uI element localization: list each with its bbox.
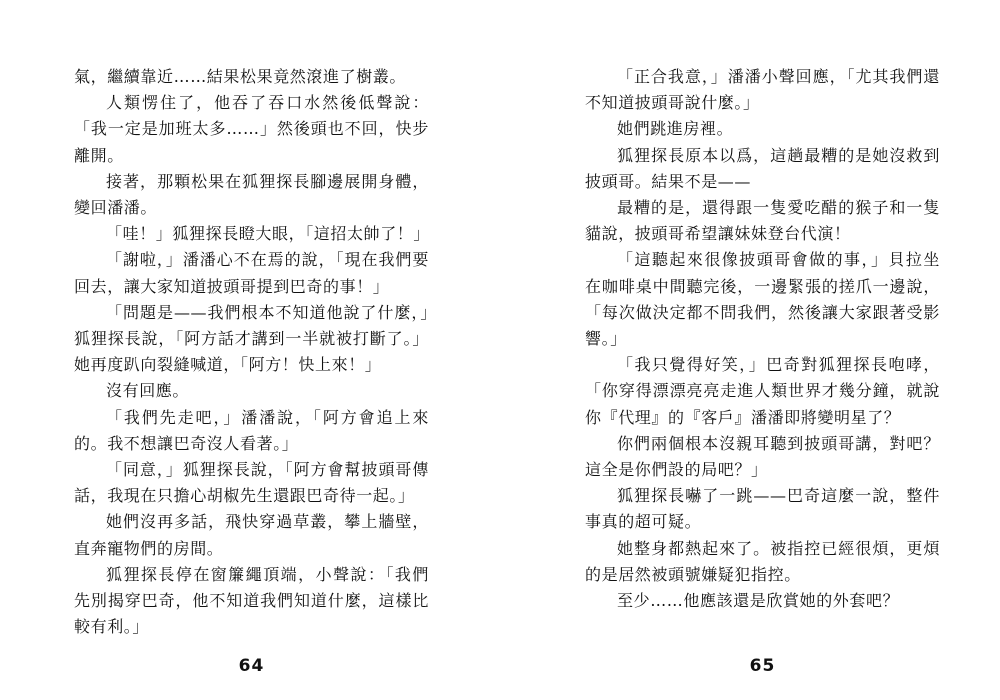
paragraph: 「我們先走吧，」潘潘說，「阿方會追上來的。我不想讓巴奇沒人看著。」: [74, 407, 429, 453]
paragraph: 她們跳進房裡。: [617, 119, 734, 139]
paragraph: 「正合我意，」潘潘小聲回應，「尤其我們還不知道披頭哥說什麼。」: [585, 67, 940, 113]
paragraph: 接著，那顆松果在狐狸探長腳邊展開身體，變回潘潘。: [74, 171, 429, 218]
paragraph: 氣，繼續靠近……結果松果竟然滾進了樹叢。: [74, 67, 407, 86]
paragraph: 沒有回應。: [106, 381, 190, 401]
paragraph: 至少……他應該還是欣賞她的外套吧？: [617, 591, 900, 611]
left-page: [74, 64, 429, 684]
paragraph: 「哇！」狐狸探長瞪大眼，「這招太帥了！」: [106, 224, 431, 244]
right-page-text: [585, 64, 940, 614]
paragraph: 狐狸探長原本以爲，這趟最糟的是她沒救到披頭哥。結果不是——: [585, 145, 940, 191]
paragraph: 最糟的是，還得跟一隻愛吃醋的猴子和一隻貓說，披頭哥希望讓妹妹登台代演！: [585, 198, 940, 244]
paragraph: 狐狸探長停在窗簾繩頂端，小聲說：「我們先別揭穿巴奇，他不知道我們知道什麼，這樣比較有利。」: [74, 564, 429, 637]
paragraph: 「同意，」狐狸探長說，「阿方會幫披頭哥傳話，我現在只擔心胡椒先生還跟巴奇待一起。」: [74, 460, 429, 506]
paragraph: 人類愣住了，他吞了吞口水然後低聲說：「我一定是加班太多……」然後頭也不回，快步離開。: [74, 93, 429, 165]
left-page-text: [74, 64, 429, 640]
page-number: 64: [238, 656, 265, 676]
paragraph: 她們沒再多話，飛快穿過草叢，攀上牆壁，直奔寵物們的房間。: [74, 512, 429, 558]
paragraph: 「問題是——我們根本不知道他說了什麼，」狐狸探長說，「阿方話才講到一半就被打斷了。」她再度趴向裂縫喊道，「阿方！快上來！」: [74, 302, 429, 375]
paragraph: 「謝啦，」潘潘心不在焉的說，「現在我們要回去，讓大家知道披頭哥提到巴奇的事！」: [74, 250, 429, 296]
paragraph: 狐狸探長嚇了一跳——巴奇這麼一說，整件事真的超可疑。: [585, 486, 940, 532]
paragraph: 她整身都熱起來了。被指控已經很煩，更煩的是居然被頭號嫌疑犯指控。: [585, 538, 940, 584]
paragraph: 「我只覺得好笑，」巴奇對狐狸探長咆哮，「你穿得漂漂亮亮走進人類世界才幾分鐘，就說你『代理』的『客戶』潘潘即將變明星了？: [585, 355, 940, 427]
right-page: [585, 64, 940, 684]
paragraph: 你們兩個根本沒親耳聽到披頭哥講，對吧？這全是你們設的局吧？」: [585, 433, 940, 480]
paragraph: 「這聽起來很像披頭哥會做的事，」貝拉坐在咖啡桌中間聽完後，一邊緊張的搓爪一邊說，「每次做決定都不問我們，然後讓大家跟著受影響。」: [585, 250, 940, 349]
page-number: 65: [749, 656, 776, 676]
